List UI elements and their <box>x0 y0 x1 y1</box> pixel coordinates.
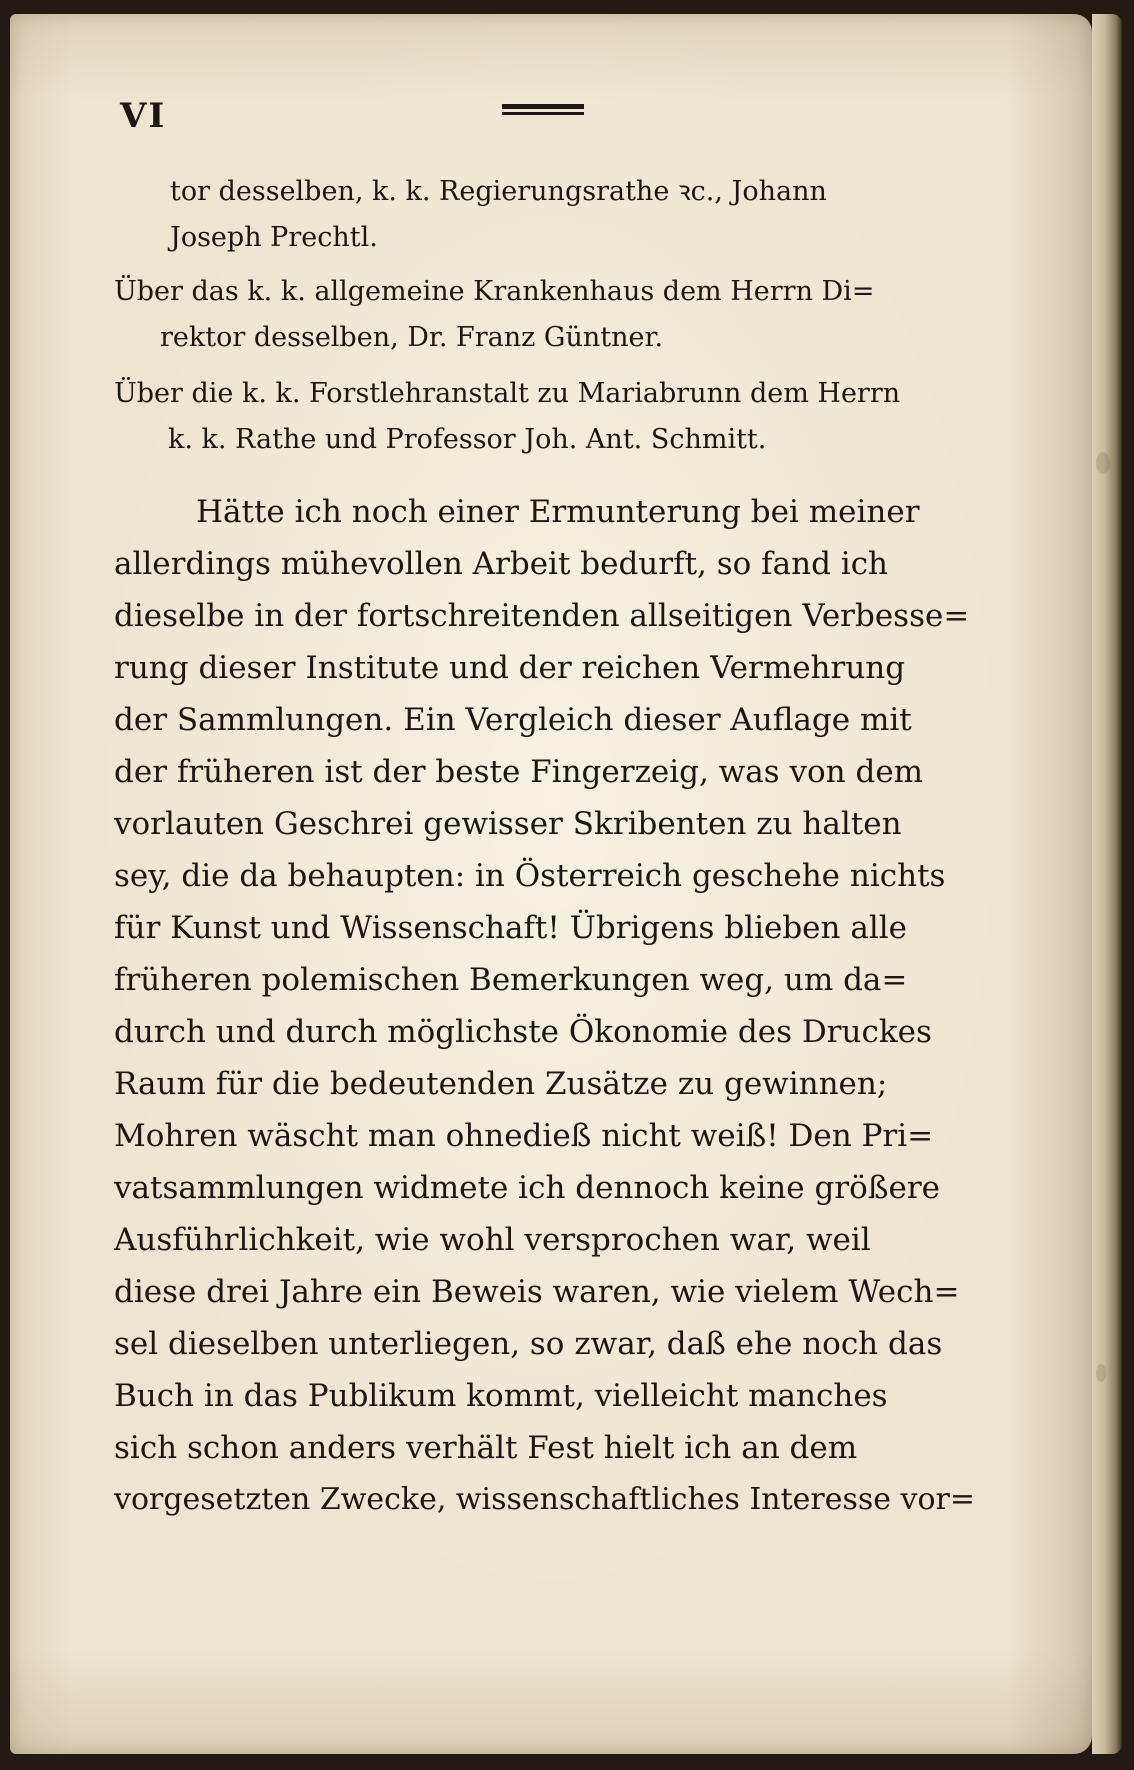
body-text: allerdings mühevollen Arbeit bedurft, so fand ich <box>114 546 889 582</box>
body-text: diese drei Jahre ein Beweis waren, wie vielem Wech= <box>114 1274 960 1310</box>
dedication-text: k. k. Rathe und Professor Joh. Ant. Schmitt. <box>168 424 767 455</box>
body-line <box>114 1060 887 1108</box>
body-text: sich schon anders verhält Fest hielt ich an dem <box>114 1430 858 1466</box>
dedication-line <box>114 272 970 312</box>
body-text: sey, die da behaupten: in Österreich geschehe nichts <box>114 858 946 894</box>
body-line <box>114 852 945 900</box>
dedication-text: tor desselben, k. k. Regierungsrathe ꝛc., Johann <box>170 176 827 207</box>
body-line <box>114 904 907 952</box>
dedication-line <box>170 218 378 258</box>
body-text: Raum für die bedeutenden Zusätze zu gewinnen; <box>114 1066 888 1102</box>
dedication-text: Über das k. k. allgemeine Krankenhaus dem Herrn Di= <box>114 276 875 307</box>
body-text: sel dieselben unterliegen, so zwar, daß ehe noch das <box>114 1326 943 1362</box>
body-line <box>114 748 923 796</box>
body-line <box>114 1424 857 1472</box>
body-text: vatsammlungen widmete ich dennoch keine größere <box>114 1170 940 1206</box>
dedication-text: Joseph Prechtl. <box>170 222 378 253</box>
dedication-line <box>160 318 663 358</box>
body-line <box>114 1320 942 1368</box>
body-text: vorgesetzten Zwecke, wissenschaftliches Interesse vor= <box>114 1482 975 1517</box>
body-line <box>114 1164 940 1212</box>
body-line <box>114 540 888 588</box>
dedication-text: Über die k. k. Forstlehranstalt zu Mariabrunn dem Herrn <box>114 378 901 409</box>
header-rule <box>502 104 584 115</box>
body-text: früheren polemischen Bemerkungen weg, um da= <box>114 962 908 998</box>
body-text: rung dieser Institute und der reichen Vermehrung <box>114 650 906 686</box>
body-text: Ausführlichkeit, wie wohl versprochen war, weil <box>114 1222 871 1258</box>
foxing-spot <box>1096 452 1110 474</box>
body-line <box>114 592 969 640</box>
body-text: Buch in das Publikum kommt, vielleicht manches <box>114 1378 888 1414</box>
dedication-line <box>114 374 970 414</box>
body-text: Hätte ich noch einer Ermunterung bei meiner <box>196 494 920 530</box>
dedication-text: rektor desselben, Dr. Franz Güntner. <box>160 322 664 353</box>
body-line <box>114 956 907 1004</box>
dedication-line <box>170 172 970 212</box>
body-text: dieselbe in der fortschreitenden allseitigen Verbesse= <box>114 598 970 634</box>
body-text: durch und durch möglichste Ökonomie des Druckes <box>114 1014 932 1050</box>
body-line <box>114 1112 933 1160</box>
body-line <box>114 1372 888 1420</box>
body-line <box>114 1008 932 1056</box>
body-text: für Kunst und Wissenschaft! Übrigens blieben alle <box>114 910 907 946</box>
body-line <box>114 1216 871 1264</box>
page-number: VI <box>120 96 167 136</box>
body-line <box>114 644 905 692</box>
body-line <box>196 488 920 536</box>
body-line <box>114 696 912 744</box>
body-line <box>114 1268 959 1316</box>
dedication-line <box>168 420 766 460</box>
foxing-spot <box>1096 1364 1106 1382</box>
body-text: der Sammlungen. Ein Vergleich dieser Auflage mit <box>114 702 912 738</box>
body-text: Mohren wäscht man ohnedieß nicht weiß! Den Pri= <box>114 1118 934 1154</box>
body-line <box>114 800 902 848</box>
page-edge <box>1092 14 1122 1754</box>
body-text: vorlauten Geschrei gewisser Skribenten zu halten <box>114 806 902 842</box>
body-line <box>114 1476 975 1524</box>
body-text: der früheren ist der beste Fingerzeig, was von dem <box>114 754 924 790</box>
